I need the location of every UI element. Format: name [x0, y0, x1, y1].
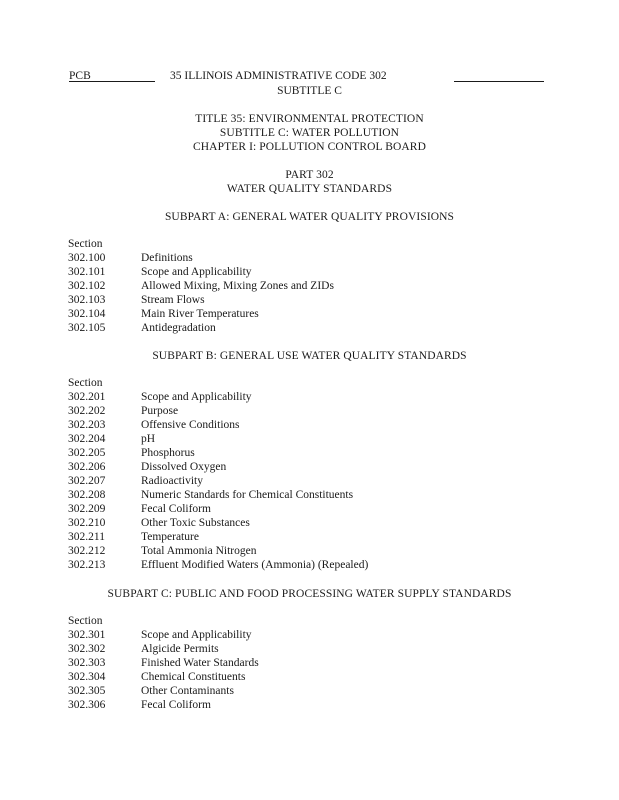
- section-title: Offensive Conditions: [141, 419, 240, 431]
- toc-row[interactable]: [68, 516, 548, 530]
- section-title: Fecal Coliform: [141, 503, 211, 515]
- section-number: 302.203: [68, 419, 106, 431]
- toc-row[interactable]: [68, 432, 548, 446]
- section-title: Total Ammonia Nitrogen: [141, 545, 257, 557]
- toc-row[interactable]: [68, 404, 548, 418]
- section-title: Scope and Applicability: [141, 266, 252, 278]
- title-line: TITLE 35: ENVIRONMENTAL PROTECTION: [195, 113, 424, 125]
- section-title: Fecal Coliform: [141, 699, 211, 711]
- section-number: 302.304: [68, 671, 106, 683]
- header-right-rule: [454, 69, 544, 82]
- toc-row[interactable]: [68, 642, 548, 656]
- toc-row[interactable]: [68, 698, 548, 712]
- section-label: Section: [68, 377, 103, 389]
- subpart-c-toc: [68, 614, 548, 712]
- toc-row[interactable]: [68, 446, 548, 460]
- toc-row[interactable]: [68, 321, 548, 335]
- section-title: Definitions: [141, 252, 193, 264]
- subpart-b-heading: SUBPART B: GENERAL USE WATER QUALITY STANDARDS: [152, 350, 467, 362]
- toc-row[interactable]: [68, 390, 548, 404]
- section-title: Scope and Applicability: [141, 391, 252, 403]
- section-number: 302.305: [68, 685, 106, 697]
- section-number: 302.205: [68, 447, 106, 459]
- section-number: 302.211: [68, 531, 105, 543]
- subpart-a-heading: SUBPART A: GENERAL WATER QUALITY PROVISIONS: [164, 211, 455, 223]
- subpart-c-heading: SUBPART C: PUBLIC AND FOOD PROCESSING WATER SUPPLY STANDARDS: [107, 588, 512, 600]
- header-center: 35 ILLINOIS ADMINISTRATIVE CODE 302: [170, 70, 387, 82]
- toc-row[interactable]: [68, 293, 548, 307]
- toc-row[interactable]: [68, 544, 548, 558]
- subpart-a-toc: [68, 237, 548, 335]
- section-number: 302.101: [68, 266, 106, 278]
- subpart-b-toc: [68, 376, 548, 572]
- toc-row[interactable]: [68, 502, 548, 516]
- toc-row[interactable]: [68, 418, 548, 432]
- toc-row[interactable]: [68, 558, 548, 572]
- section-number: 302.301: [68, 629, 106, 641]
- toc-row[interactable]: [68, 530, 548, 544]
- section-title: pH: [141, 433, 156, 445]
- header-left: PCB: [69, 69, 155, 82]
- toc-row[interactable]: [68, 656, 548, 670]
- section-number: 302.206: [68, 461, 106, 473]
- section-number: 302.102: [68, 280, 106, 292]
- section-number: 302.209: [68, 503, 106, 515]
- section-title: Algicide Permits: [141, 643, 219, 655]
- section-number: 302.210: [68, 517, 106, 529]
- section-number: 302.207: [68, 475, 106, 487]
- toc-row[interactable]: [68, 307, 548, 321]
- section-title: Other Contaminants: [141, 685, 234, 697]
- toc-row[interactable]: [68, 628, 548, 642]
- section-number: 302.302: [68, 643, 106, 655]
- running-header: [0, 69, 619, 83]
- section-title: Numeric Standards for Chemical Constituents: [141, 489, 354, 501]
- section-title: Temperature: [141, 531, 199, 543]
- section-number: 302.204: [68, 433, 106, 445]
- section-number: 302.306: [68, 699, 106, 711]
- section-number: 302.105: [68, 322, 106, 334]
- section-number: 302.303: [68, 657, 106, 669]
- section-number: 302.202: [68, 405, 106, 417]
- toc-row[interactable]: [68, 460, 548, 474]
- chapter-line: CHAPTER I: POLLUTION CONTROL BOARD: [193, 141, 426, 153]
- part-number: PART 302: [285, 169, 334, 181]
- section-title: Allowed Mixing, Mixing Zones and ZIDs: [141, 280, 334, 292]
- section-title: Dissolved Oxygen: [141, 461, 227, 473]
- section-title: Main River Temperatures: [141, 308, 259, 320]
- toc-row[interactable]: [68, 488, 548, 502]
- section-title: Antidegradation: [141, 322, 216, 334]
- section-number: 302.208: [68, 489, 106, 501]
- section-label: Section: [68, 238, 103, 250]
- section-number: 302.201: [68, 391, 106, 403]
- section-title: Radioactivity: [141, 475, 203, 487]
- part-name: WATER QUALITY STANDARDS: [226, 183, 393, 195]
- section-number: 302.100: [68, 252, 106, 264]
- section-title: Finished Water Standards: [141, 657, 259, 669]
- section-title: Other Toxic Substances: [141, 517, 250, 529]
- subtitle-line: SUBTITLE C: WATER POLLUTION: [219, 127, 400, 139]
- section-title: Purpose: [141, 405, 179, 417]
- section-number: 302.212: [68, 545, 106, 557]
- header-subtitle: SUBTITLE C: [277, 85, 342, 97]
- toc-row[interactable]: [68, 684, 548, 698]
- section-title: Phosphorus: [141, 447, 195, 459]
- section-title: Stream Flows: [141, 294, 205, 306]
- section-number: 302.104: [68, 308, 106, 320]
- section-title: Effluent Modified Waters (Ammonia) (Repealed): [141, 559, 369, 571]
- section-title: Scope and Applicability: [141, 629, 252, 641]
- section-number: 302.103: [68, 294, 106, 306]
- section-label: Section: [68, 615, 103, 627]
- toc-row[interactable]: [68, 265, 548, 279]
- section-title: Chemical Constituents: [141, 671, 246, 683]
- toc-row[interactable]: [68, 474, 548, 488]
- toc-row[interactable]: [68, 670, 548, 684]
- toc-row[interactable]: [68, 279, 548, 293]
- toc-row[interactable]: [68, 251, 548, 265]
- section-number: 302.213: [68, 559, 106, 571]
